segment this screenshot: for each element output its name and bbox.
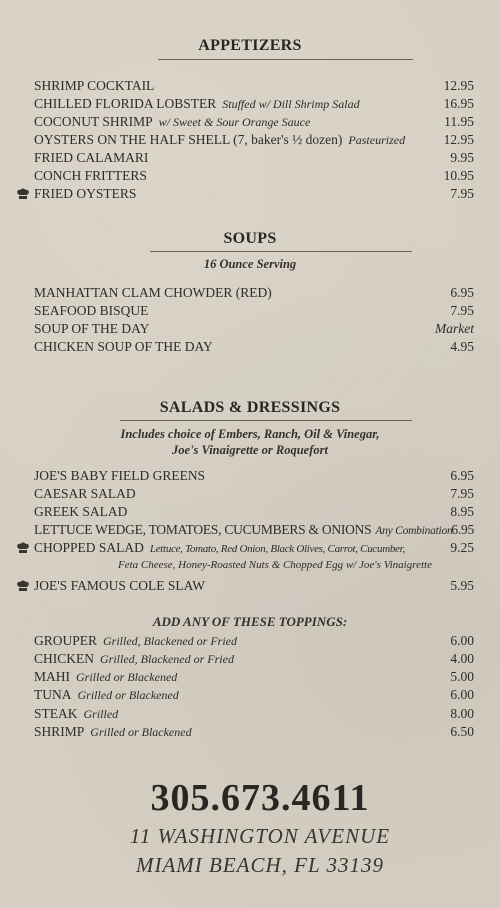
menu-item	[34, 320, 474, 338]
item-name: STEAK	[34, 706, 78, 721]
menu-item	[34, 632, 474, 650]
menu-item	[34, 149, 474, 167]
item-name: OYSTERS ON THE HALF SHELL (7, baker's ½ dozen)	[34, 132, 343, 147]
item-price: 6.50	[450, 724, 474, 739]
item-description: Stuffed w/ Dill Shrimp Salad	[222, 97, 360, 111]
item-price: 11.95	[444, 114, 474, 129]
item-description: Any Combination	[375, 525, 453, 537]
menu-item	[34, 539, 474, 557]
item-description: Grilled or Blackened	[77, 688, 179, 702]
item-price: 10.95	[443, 168, 474, 183]
salads-subtitle: Joe's Vinaigrette or Roquefort	[172, 443, 328, 457]
item-price: 12.95	[443, 78, 474, 93]
menu-item	[34, 521, 474, 539]
salads-rule	[120, 420, 412, 421]
menu-item	[34, 77, 474, 95]
address-line-2: MIAMI BEACH, FL 33139	[135, 853, 385, 877]
item-price: 6.00	[450, 687, 474, 702]
menu-item	[34, 95, 474, 113]
menu-item	[34, 705, 474, 723]
item-description: Grilled or Blackened	[90, 725, 192, 739]
menu-item	[34, 650, 474, 668]
item-price: 12.95	[443, 132, 474, 147]
item-price: 6.95	[450, 468, 474, 483]
item-name: GROUPER	[34, 633, 98, 648]
item-name: CAESAR SALAD	[34, 486, 136, 501]
item-price: 5.00	[450, 669, 474, 684]
item-name: MAHI	[34, 669, 70, 684]
menu-item	[34, 131, 474, 149]
menu-item	[34, 723, 474, 741]
menu-item	[34, 284, 474, 302]
menu-item	[34, 577, 474, 595]
salads-heading: SALADS & DRESSINGS	[159, 399, 341, 416]
soups-heading: SOUPS	[223, 230, 277, 247]
item-name: FRIED OYSTERS	[34, 186, 137, 201]
item-name: MANHATTAN CLAM CHOWDER (RED)	[34, 285, 272, 300]
item-price: 6.95	[451, 522, 474, 537]
salads-subtitle: Includes choice of Embers, Ranch, Oil & Vinegar,	[120, 427, 380, 441]
item-price: 4.00	[450, 651, 474, 666]
chef-hat-icon	[16, 580, 30, 592]
item-price: 4.95	[450, 339, 474, 354]
item-description-continued: Feta Cheese, Honey-Roasted Nuts & Chopped Egg w/ Joe's Vinaigrette	[118, 559, 432, 571]
chef-hat-icon	[16, 542, 30, 554]
menu-item	[34, 302, 474, 320]
item-name: FRIED CALAMARI	[34, 150, 149, 165]
item-price: 9.25	[450, 540, 474, 555]
item-price: 7.95	[450, 186, 474, 201]
menu-item	[34, 485, 474, 503]
item-description: Grilled, Blackened or Fried	[103, 634, 237, 648]
item-price: 16.95	[443, 96, 474, 111]
item-name: CONCH FRITTERS	[34, 168, 147, 183]
chef-hat-icon	[16, 188, 30, 200]
item-description: w/ Sweet & Sour Orange Sauce	[158, 115, 311, 129]
menu-item	[34, 185, 474, 203]
item-name: CHICKEN SOUP OF THE DAY	[34, 339, 213, 354]
item-name: TUNA	[34, 687, 72, 702]
item-name: SEAFOOD BISQUE	[34, 303, 149, 318]
item-name: SHRIMP COCKTAIL	[34, 78, 155, 93]
menu-item	[34, 113, 474, 131]
item-price: Market	[435, 321, 474, 336]
soups-rule	[150, 251, 412, 252]
item-name: SOUP OF THE DAY	[34, 321, 150, 336]
appetizers-heading: APPETIZERS	[198, 37, 302, 54]
menu-item	[34, 668, 474, 686]
item-name: CHOPPED SALAD	[34, 540, 144, 555]
toppings-heading: ADD ANY OF THESE TOPPINGS:	[152, 614, 348, 629]
item-name: JOE'S BABY FIELD GREENS	[34, 468, 206, 483]
item-name: JOE'S FAMOUS COLE SLAW	[34, 578, 205, 593]
item-description: Grilled	[83, 707, 119, 721]
item-name: LETTUCE WEDGE, TOMATOES, CUCUMBERS & ONIONS	[34, 522, 372, 537]
item-name: CHILLED FLORIDA LOBSTER	[34, 96, 217, 111]
item-price: 9.95	[450, 150, 474, 165]
item-price: 5.95	[450, 578, 474, 593]
menu-item	[34, 686, 474, 704]
item-name: GREEK SALAD	[34, 504, 128, 519]
menu-item	[34, 503, 474, 521]
item-price: 6.00	[450, 633, 474, 648]
phone-number: 305.673.4611	[150, 777, 370, 819]
item-price: 8.95	[450, 504, 474, 519]
menu-item	[34, 167, 474, 185]
item-price: 8.00	[450, 706, 474, 721]
menu-item	[34, 338, 474, 356]
item-price: 7.95	[450, 303, 474, 318]
item-description: Pasteurized	[348, 133, 406, 147]
item-description: Lettuce, Tomato, Red Onion, Black Olives, Carrot, Cucumber,	[149, 543, 405, 555]
item-description: Grilled, Blackened or Fried	[100, 652, 234, 666]
item-price: 6.95	[450, 285, 474, 300]
item-name: CHICKEN	[34, 651, 94, 666]
item-price: 7.95	[450, 486, 474, 501]
address-line-1: 11 WASHINGTON AVENUE	[129, 824, 391, 848]
soups-subtitle: 16 Ounce Serving	[203, 257, 297, 271]
menu-item	[34, 467, 474, 485]
appetizers-rule	[158, 59, 413, 60]
item-name: SHRIMP	[34, 724, 85, 739]
item-name: COCONUT SHRIMP	[34, 114, 153, 129]
item-description: Grilled or Blackened	[76, 670, 178, 684]
